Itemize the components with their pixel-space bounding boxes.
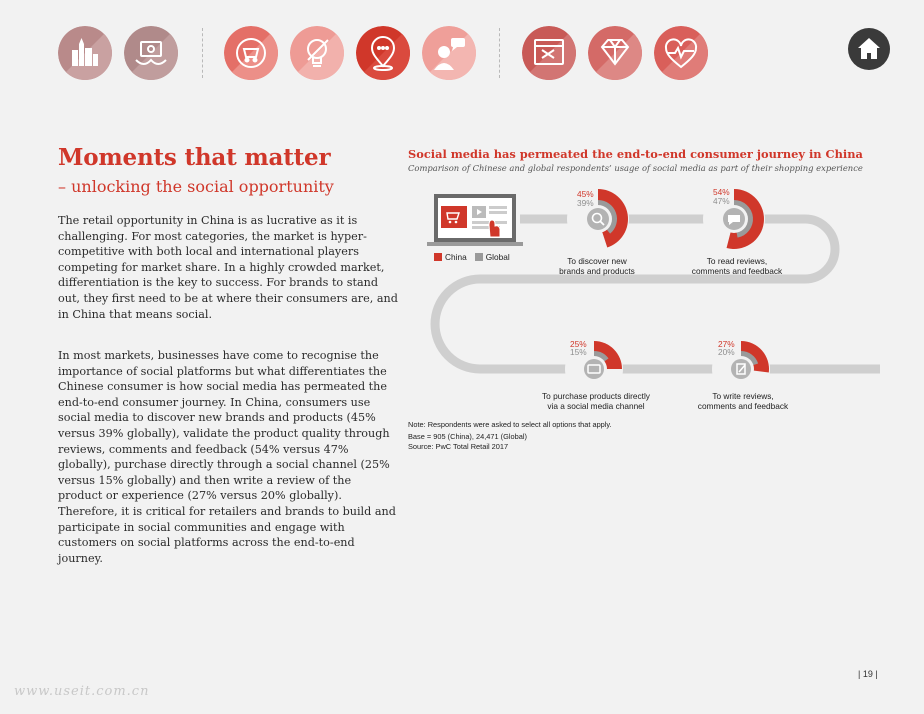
chart-base: Base = 905 (China), 24,471 (Global) (408, 432, 527, 441)
legend-label-global: Global (485, 252, 510, 262)
watermark: www.useit.com.cn (14, 684, 150, 699)
stage-global-value: 47% (713, 196, 730, 206)
wallet-icon (584, 359, 604, 379)
stage-china-value: 25% (570, 339, 587, 349)
page-number: | 19 | (858, 669, 878, 679)
stage-label-line: To write reviews, (712, 391, 774, 401)
chart-title: Social media has permeated the end-to-end consumer journey in China (408, 147, 863, 161)
stage-label-line: comments and feedback (691, 266, 783, 276)
stage-label-line: To discover new (567, 256, 627, 266)
stage-china-value: 45% (577, 189, 594, 199)
stage-label (537, 256, 657, 276)
stage-global-value: 39% (577, 198, 594, 208)
stage-label-line: brands and products (559, 266, 635, 276)
body-paragraph: In most markets, businesses have come to recognise the importance of social platforms but what differentiates the Chinese consumer is how social media has permeated the end-to-end consumer journey. In China, consumers use social media to discover new brands and products (45% versus 39% globally), validate the product quality through reviews, comments and feedback (54% versus 47% globally), purchase directly through a social channel (25% versus 15% globally) and then write a review of the product or experience (27% versus 20% globally). Therefore, it is critical for retailers and brands to build and participate in social communities and engage with customers on social platforms across the end-to-end journey. (58, 349, 396, 565)
chart-note: Note: Respondents were asked to select all options that apply. (408, 420, 612, 429)
stage-label (680, 391, 806, 411)
chart-subtitle: Comparison of Chinese and global respondents’ usage of social media as part of their shopping experience (408, 163, 863, 173)
intro-paragraph: The retail opportunity in China is as lucrative as it is challenging. For most categories, the market is hyper-competitive with both local and international players competing for market share. In a highly crowded market, differentiation is the key to success. For brands to stand out, they first need to be at where their consumers are, and in China that means social. (58, 214, 398, 321)
stage-global-value: 20% (718, 347, 735, 357)
page-subtitle: – unlocking the social opportunity (58, 177, 334, 196)
legend-label-china: China (445, 252, 467, 262)
chart-source: Source: PwC Total Retail 2017 (408, 442, 509, 451)
stage-china-value: 27% (718, 339, 735, 349)
stage-label-line: comments and feedback (697, 401, 789, 411)
laptop-icon (427, 194, 523, 246)
chart-legend (434, 252, 510, 262)
page-title: Moments that matter (58, 144, 331, 171)
magnifier-icon (587, 208, 609, 230)
legend-swatch-global (475, 253, 483, 261)
stage-label (522, 391, 670, 411)
stage-label (672, 256, 802, 276)
stage-global-value: 15% (570, 347, 587, 357)
stage-label-line: To purchase products directly (542, 391, 650, 401)
legend-swatch-china (434, 253, 442, 261)
stage-china-value: 54% (713, 187, 730, 197)
stage-label-line: via a social media channel (547, 401, 645, 411)
stage-label-line: To read reviews, (706, 256, 768, 266)
